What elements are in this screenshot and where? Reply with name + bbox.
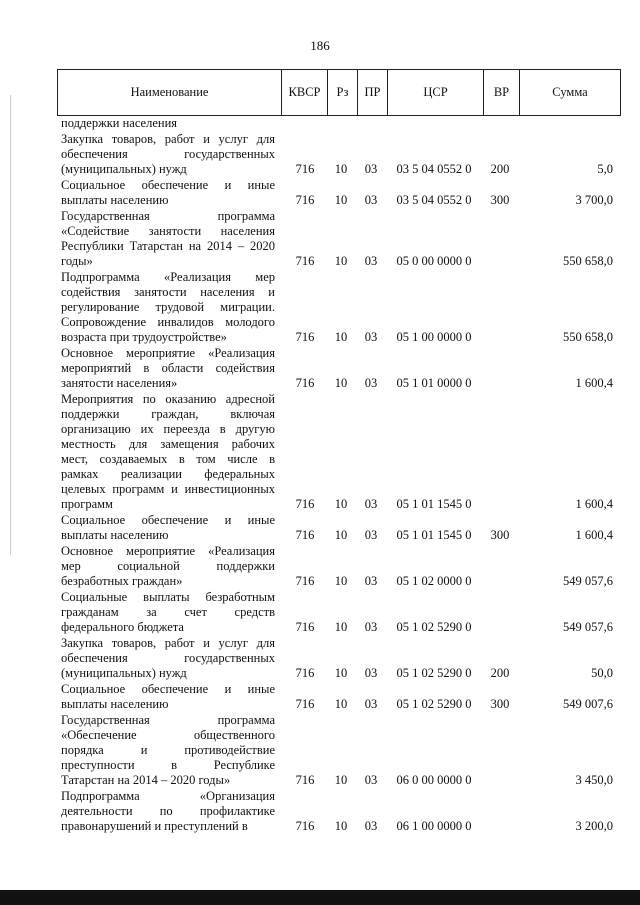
table-row bbox=[57, 270, 621, 345]
header-name: Наименование bbox=[58, 70, 282, 115]
header-sum: Сумма bbox=[552, 85, 588, 99]
row-pr: 03 bbox=[364, 697, 378, 711]
row-sum: 5,0 bbox=[597, 162, 613, 176]
row-name-line: занятости населения» bbox=[61, 376, 178, 390]
table-row bbox=[57, 513, 621, 543]
row-name bbox=[61, 132, 275, 177]
row-kvsr: 716 bbox=[295, 528, 315, 542]
row-kvsr: 716 bbox=[295, 574, 315, 588]
row-pr: 03 bbox=[364, 819, 378, 833]
row-rz: 10 bbox=[334, 376, 348, 390]
row-sum: 550 658,0 bbox=[563, 254, 613, 268]
header-vr: ВР bbox=[484, 70, 520, 115]
table-row bbox=[57, 590, 621, 635]
row-name bbox=[61, 713, 275, 788]
row-sum: 3 700,0 bbox=[575, 193, 613, 207]
row-pr: 03 bbox=[364, 193, 378, 207]
row-name-line: поддержки граждан, включая bbox=[61, 407, 275, 421]
row-name-line: Республики Татарстан на 2014 – 2020 bbox=[61, 239, 275, 253]
row-kvsr: 716 bbox=[295, 697, 315, 711]
row-pr: 03 bbox=[364, 497, 378, 511]
row-csr: 06 0 00 0000 0 bbox=[396, 773, 472, 787]
row-sum: 1 600,4 bbox=[575, 376, 613, 390]
row-rz: 10 bbox=[334, 574, 348, 588]
header-csr: ЦСР bbox=[388, 70, 484, 115]
table-row bbox=[57, 713, 621, 788]
row-name-line: обеспечения государственных bbox=[61, 147, 275, 161]
row-name-line: Государственная программа bbox=[61, 209, 275, 223]
row-name-line: деятельности по профилактике bbox=[61, 804, 275, 818]
row-name-line: Основное мероприятие «Реализация bbox=[61, 346, 275, 360]
row-pr: 03 bbox=[364, 773, 378, 787]
row-pr: 03 bbox=[364, 620, 378, 634]
table-row bbox=[57, 392, 621, 512]
row-name bbox=[61, 116, 275, 131]
table-row bbox=[57, 789, 621, 834]
row-name-line: (муниципальных) нужд bbox=[61, 666, 187, 680]
row-name-line: обеспечения государственных bbox=[61, 651, 275, 665]
row-name-line: местность для замещения рабочих bbox=[61, 437, 275, 451]
row-csr: 06 1 00 0000 0 bbox=[396, 819, 472, 833]
row-name bbox=[61, 789, 275, 834]
row-name-line: правонарушений и преступлений в bbox=[61, 819, 248, 833]
row-name-line: Государственная программа bbox=[61, 713, 275, 727]
row-name-line: (муниципальных) нужд bbox=[61, 162, 187, 176]
row-rz: 10 bbox=[334, 497, 348, 511]
row-name-line: Социальное обеспечение и иные bbox=[61, 682, 275, 696]
row-name-line: годы» bbox=[61, 254, 93, 268]
row-name bbox=[61, 209, 275, 269]
row-name-line: поддержки населения bbox=[61, 116, 178, 130]
row-name-line: «Содействие занятости населения bbox=[61, 224, 275, 238]
row-name-line: Социальные выплаты безработным bbox=[61, 590, 275, 604]
row-name-line: выплаты населению bbox=[61, 528, 169, 542]
row-rz: 10 bbox=[334, 528, 348, 542]
row-sum: 3 200,0 bbox=[575, 819, 613, 833]
row-sum: 1 600,4 bbox=[575, 497, 613, 511]
row-kvsr: 716 bbox=[295, 376, 315, 390]
table-header bbox=[57, 69, 621, 116]
row-name-line: Основное мероприятие «Реализация bbox=[61, 544, 275, 558]
row-kvsr: 716 bbox=[295, 254, 315, 268]
scan-bottom-edge bbox=[0, 890, 640, 905]
row-csr: 05 0 00 0000 0 bbox=[396, 254, 472, 268]
row-sum: 549 057,6 bbox=[563, 620, 613, 634]
row-csr: 05 1 01 0000 0 bbox=[396, 376, 472, 390]
table-row bbox=[57, 132, 621, 177]
row-kvsr: 716 bbox=[295, 162, 315, 176]
row-name bbox=[61, 636, 275, 681]
row-rz: 10 bbox=[334, 697, 348, 711]
row-name-line: выплаты населению bbox=[61, 193, 169, 207]
row-kvsr: 716 bbox=[295, 193, 315, 207]
row-name-line: Социальное обеспечение и иные bbox=[61, 513, 275, 527]
table-row bbox=[57, 346, 621, 391]
row-csr: 05 1 01 1545 0 bbox=[396, 528, 472, 542]
row-name-line: регулирование трудовой миграции. bbox=[61, 300, 275, 314]
row-name-line: порядка и противодействие bbox=[61, 743, 275, 757]
row-vr: 200 bbox=[490, 666, 510, 680]
row-pr: 03 bbox=[364, 666, 378, 680]
row-name-line: преступности в Республике bbox=[61, 758, 275, 772]
table-row bbox=[57, 116, 621, 131]
row-csr: 05 1 02 0000 0 bbox=[396, 574, 472, 588]
row-kvsr: 716 bbox=[295, 773, 315, 787]
header-kvsr: КВСР bbox=[282, 70, 328, 115]
row-rz: 10 bbox=[334, 819, 348, 833]
row-name-line: Татарстан на 2014 – 2020 годы» bbox=[61, 773, 231, 787]
row-kvsr: 716 bbox=[295, 819, 315, 833]
row-name-line: Закупка товаров, работ и услуг для bbox=[61, 636, 275, 650]
row-name bbox=[61, 270, 275, 345]
row-pr: 03 bbox=[364, 528, 378, 542]
row-vr: 200 bbox=[490, 162, 510, 176]
row-name bbox=[61, 178, 275, 208]
row-csr: 05 1 00 0000 0 bbox=[396, 330, 472, 344]
row-vr: 300 bbox=[490, 528, 510, 542]
row-vr: 300 bbox=[490, 193, 510, 207]
row-name bbox=[61, 682, 275, 712]
row-name bbox=[61, 590, 275, 635]
scan-margin-line bbox=[10, 95, 11, 555]
row-name-line: мест, создаваемых в том числе в bbox=[61, 452, 275, 466]
row-pr: 03 bbox=[364, 254, 378, 268]
row-name-line: выплаты населению bbox=[61, 697, 169, 711]
row-sum: 50,0 bbox=[591, 666, 613, 680]
row-name-line: мер социальной поддержки bbox=[61, 559, 275, 573]
row-rz: 10 bbox=[334, 162, 348, 176]
row-rz: 10 bbox=[334, 620, 348, 634]
row-name-line: безработных граждан» bbox=[61, 574, 183, 588]
table-row bbox=[57, 209, 621, 269]
row-kvsr: 716 bbox=[295, 620, 315, 634]
row-csr: 05 1 02 5290 0 bbox=[396, 697, 472, 711]
row-csr: 05 1 01 1545 0 bbox=[396, 497, 472, 511]
row-name bbox=[61, 513, 275, 543]
row-name-line: федерального бюджета bbox=[61, 620, 184, 634]
row-rz: 10 bbox=[334, 193, 348, 207]
row-csr: 03 5 04 0552 0 bbox=[396, 162, 472, 176]
header-rz: Рз bbox=[328, 70, 358, 115]
row-pr: 03 bbox=[364, 376, 378, 390]
row-name-line: целевых программ и инвестиционных bbox=[61, 482, 275, 496]
row-name-line: рамках реализации федеральных bbox=[61, 467, 275, 481]
row-name-line: возраста при трудоустройстве» bbox=[61, 330, 227, 344]
row-name-line: содействия занятости населения и bbox=[61, 285, 275, 299]
row-vr: 300 bbox=[490, 697, 510, 711]
table-row bbox=[57, 178, 621, 208]
row-rz: 10 bbox=[334, 666, 348, 680]
row-name-line: «Обеспечение общественного bbox=[61, 728, 275, 742]
row-sum: 549 007,6 bbox=[563, 697, 613, 711]
row-name bbox=[61, 392, 275, 512]
row-rz: 10 bbox=[334, 773, 348, 787]
table-row bbox=[57, 682, 621, 712]
row-name bbox=[61, 346, 275, 391]
row-name-line: гражданам за счет средств bbox=[61, 605, 275, 619]
row-pr: 03 bbox=[364, 330, 378, 344]
row-csr: 05 1 02 5290 0 bbox=[396, 666, 472, 680]
row-name-line: Мероприятия по оказанию адресной bbox=[61, 392, 275, 406]
row-name-line: Подпрограмма «Реализация мер bbox=[61, 270, 275, 284]
table-row bbox=[57, 636, 621, 681]
row-name-line: Сопровождение инвалидов молодого bbox=[61, 315, 275, 329]
row-name-line: мероприятий в области содействия bbox=[61, 361, 275, 375]
header-pr: ПР bbox=[358, 70, 388, 115]
row-pr: 03 bbox=[364, 162, 378, 176]
row-sum: 3 450,0 bbox=[575, 773, 613, 787]
row-rz: 10 bbox=[334, 330, 348, 344]
row-kvsr: 716 bbox=[295, 666, 315, 680]
row-pr: 03 bbox=[364, 574, 378, 588]
row-csr: 05 1 02 5290 0 bbox=[396, 620, 472, 634]
table-row bbox=[57, 544, 621, 589]
row-name-line: организацию их переезда в другую bbox=[61, 422, 275, 436]
row-csr: 03 5 04 0552 0 bbox=[396, 193, 472, 207]
row-name-line: Закупка товаров, работ и услуг для bbox=[61, 132, 275, 146]
page-number: 186 bbox=[310, 38, 330, 53]
row-rz: 10 bbox=[334, 254, 348, 268]
row-sum: 550 658,0 bbox=[563, 330, 613, 344]
row-kvsr: 716 bbox=[295, 330, 315, 344]
row-sum: 1 600,4 bbox=[575, 528, 613, 542]
row-sum: 549 057,6 bbox=[563, 574, 613, 588]
row-name-line: программ bbox=[61, 497, 113, 511]
row-name-line: Социальное обеспечение и иные bbox=[61, 178, 275, 192]
row-kvsr: 716 bbox=[295, 497, 315, 511]
row-name bbox=[61, 544, 275, 589]
row-name-line: Подпрограмма «Организация bbox=[61, 789, 275, 803]
